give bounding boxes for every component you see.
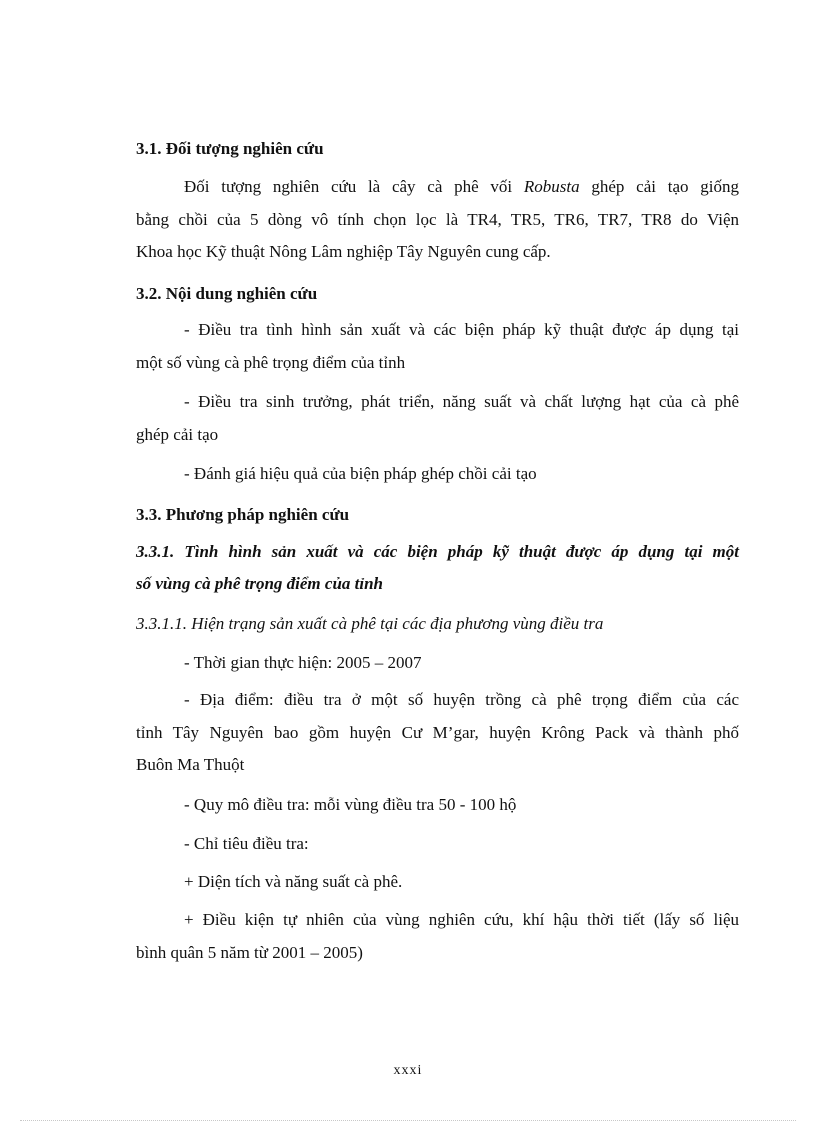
paragraph-3-1-text-end: ghép cải tạo giống — [579, 177, 739, 196]
place-line-1: - Địa điểm: điều tra ở một số huyện trồng cà phê trọng điểm của các — [184, 690, 739, 709]
section-3-1-heading: 3.1. Đối tượng nghiên cứu — [136, 139, 324, 158]
paragraph-3-1-text: Đối tượng nghiên cứu là cây cà phê vối — [184, 177, 524, 196]
time-line: - Thời gian thực hiện: 2005 – 2007 — [184, 653, 422, 672]
page-number: xxxi — [393, 1063, 423, 1078]
bullet-1-line-2: một số vùng cà phê trọng điểm của tỉnh — [136, 353, 406, 372]
place-line-2: tỉnh Tây Nguyên bao gồm huyện Cư M’gar, huyện Krông Pack và thành phố — [136, 723, 739, 742]
criterion-1: + Diện tích và năng suất cà phê. — [184, 872, 403, 891]
page-bottom-divider — [20, 1120, 796, 1121]
bullet-2-line-1: - Điều tra sinh trưởng, phát triển, năng suất và chất lượng hạt của cà phê — [184, 392, 739, 411]
subsection-3-3-1-line-1: 3.3.1. Tình hình sản xuất và các biện pháp kỹ thuật được áp dụng tại một — [136, 542, 739, 561]
criteria-line: - Chỉ tiêu điều tra: — [184, 834, 309, 853]
bullet-1-line-1: - Điều tra tình hình sản xuất và các biện pháp kỹ thuật được áp dụng tại — [184, 320, 739, 339]
paragraph-3-1-line-3: Khoa học Kỹ thuật Nông Lâm nghiệp Tây Nguyên cung cấp. — [136, 242, 551, 261]
paragraph-3-1-line-2: bằng chồi của 5 dòng vô tính chọn lọc là TR4, TR5, TR6, TR7, TR8 do Viện — [136, 210, 739, 229]
subsection-3-3-1-line-2: số vùng cà phê trọng điểm của tỉnh — [136, 574, 384, 593]
paragraph-3-1-line-1 — [184, 175, 739, 199]
section-3-3-heading: 3.3. Phương pháp nghiên cứu — [136, 505, 350, 524]
subsection-3-3-1-1-heading: 3.3.1.1. Hiện trạng sản xuất cà phê tại các địa phương vùng điều tra — [136, 614, 604, 633]
scale-line: - Quy mô điều tra: mỗi vùng điều tra 50 - 100 hộ — [184, 795, 517, 814]
section-3-2-heading: 3.2. Nội dung nghiên cứu — [136, 284, 318, 303]
bullet-2-line-2: ghép cải tạo — [136, 425, 219, 444]
bullet-3: - Đánh giá hiệu quả của biện pháp ghép chồi cải tạo — [184, 464, 537, 483]
robusta-term: Robusta — [523, 177, 580, 196]
place-line-3: Buôn Ma Thuột — [136, 755, 245, 774]
criterion-2-line-2: bình quân 5 năm từ 2001 – 2005) — [136, 943, 363, 962]
criterion-2-line-1: + Điều kiện tự nhiên của vùng nghiên cứu, khí hậu thời tiết (lấy số liệu — [184, 910, 739, 929]
